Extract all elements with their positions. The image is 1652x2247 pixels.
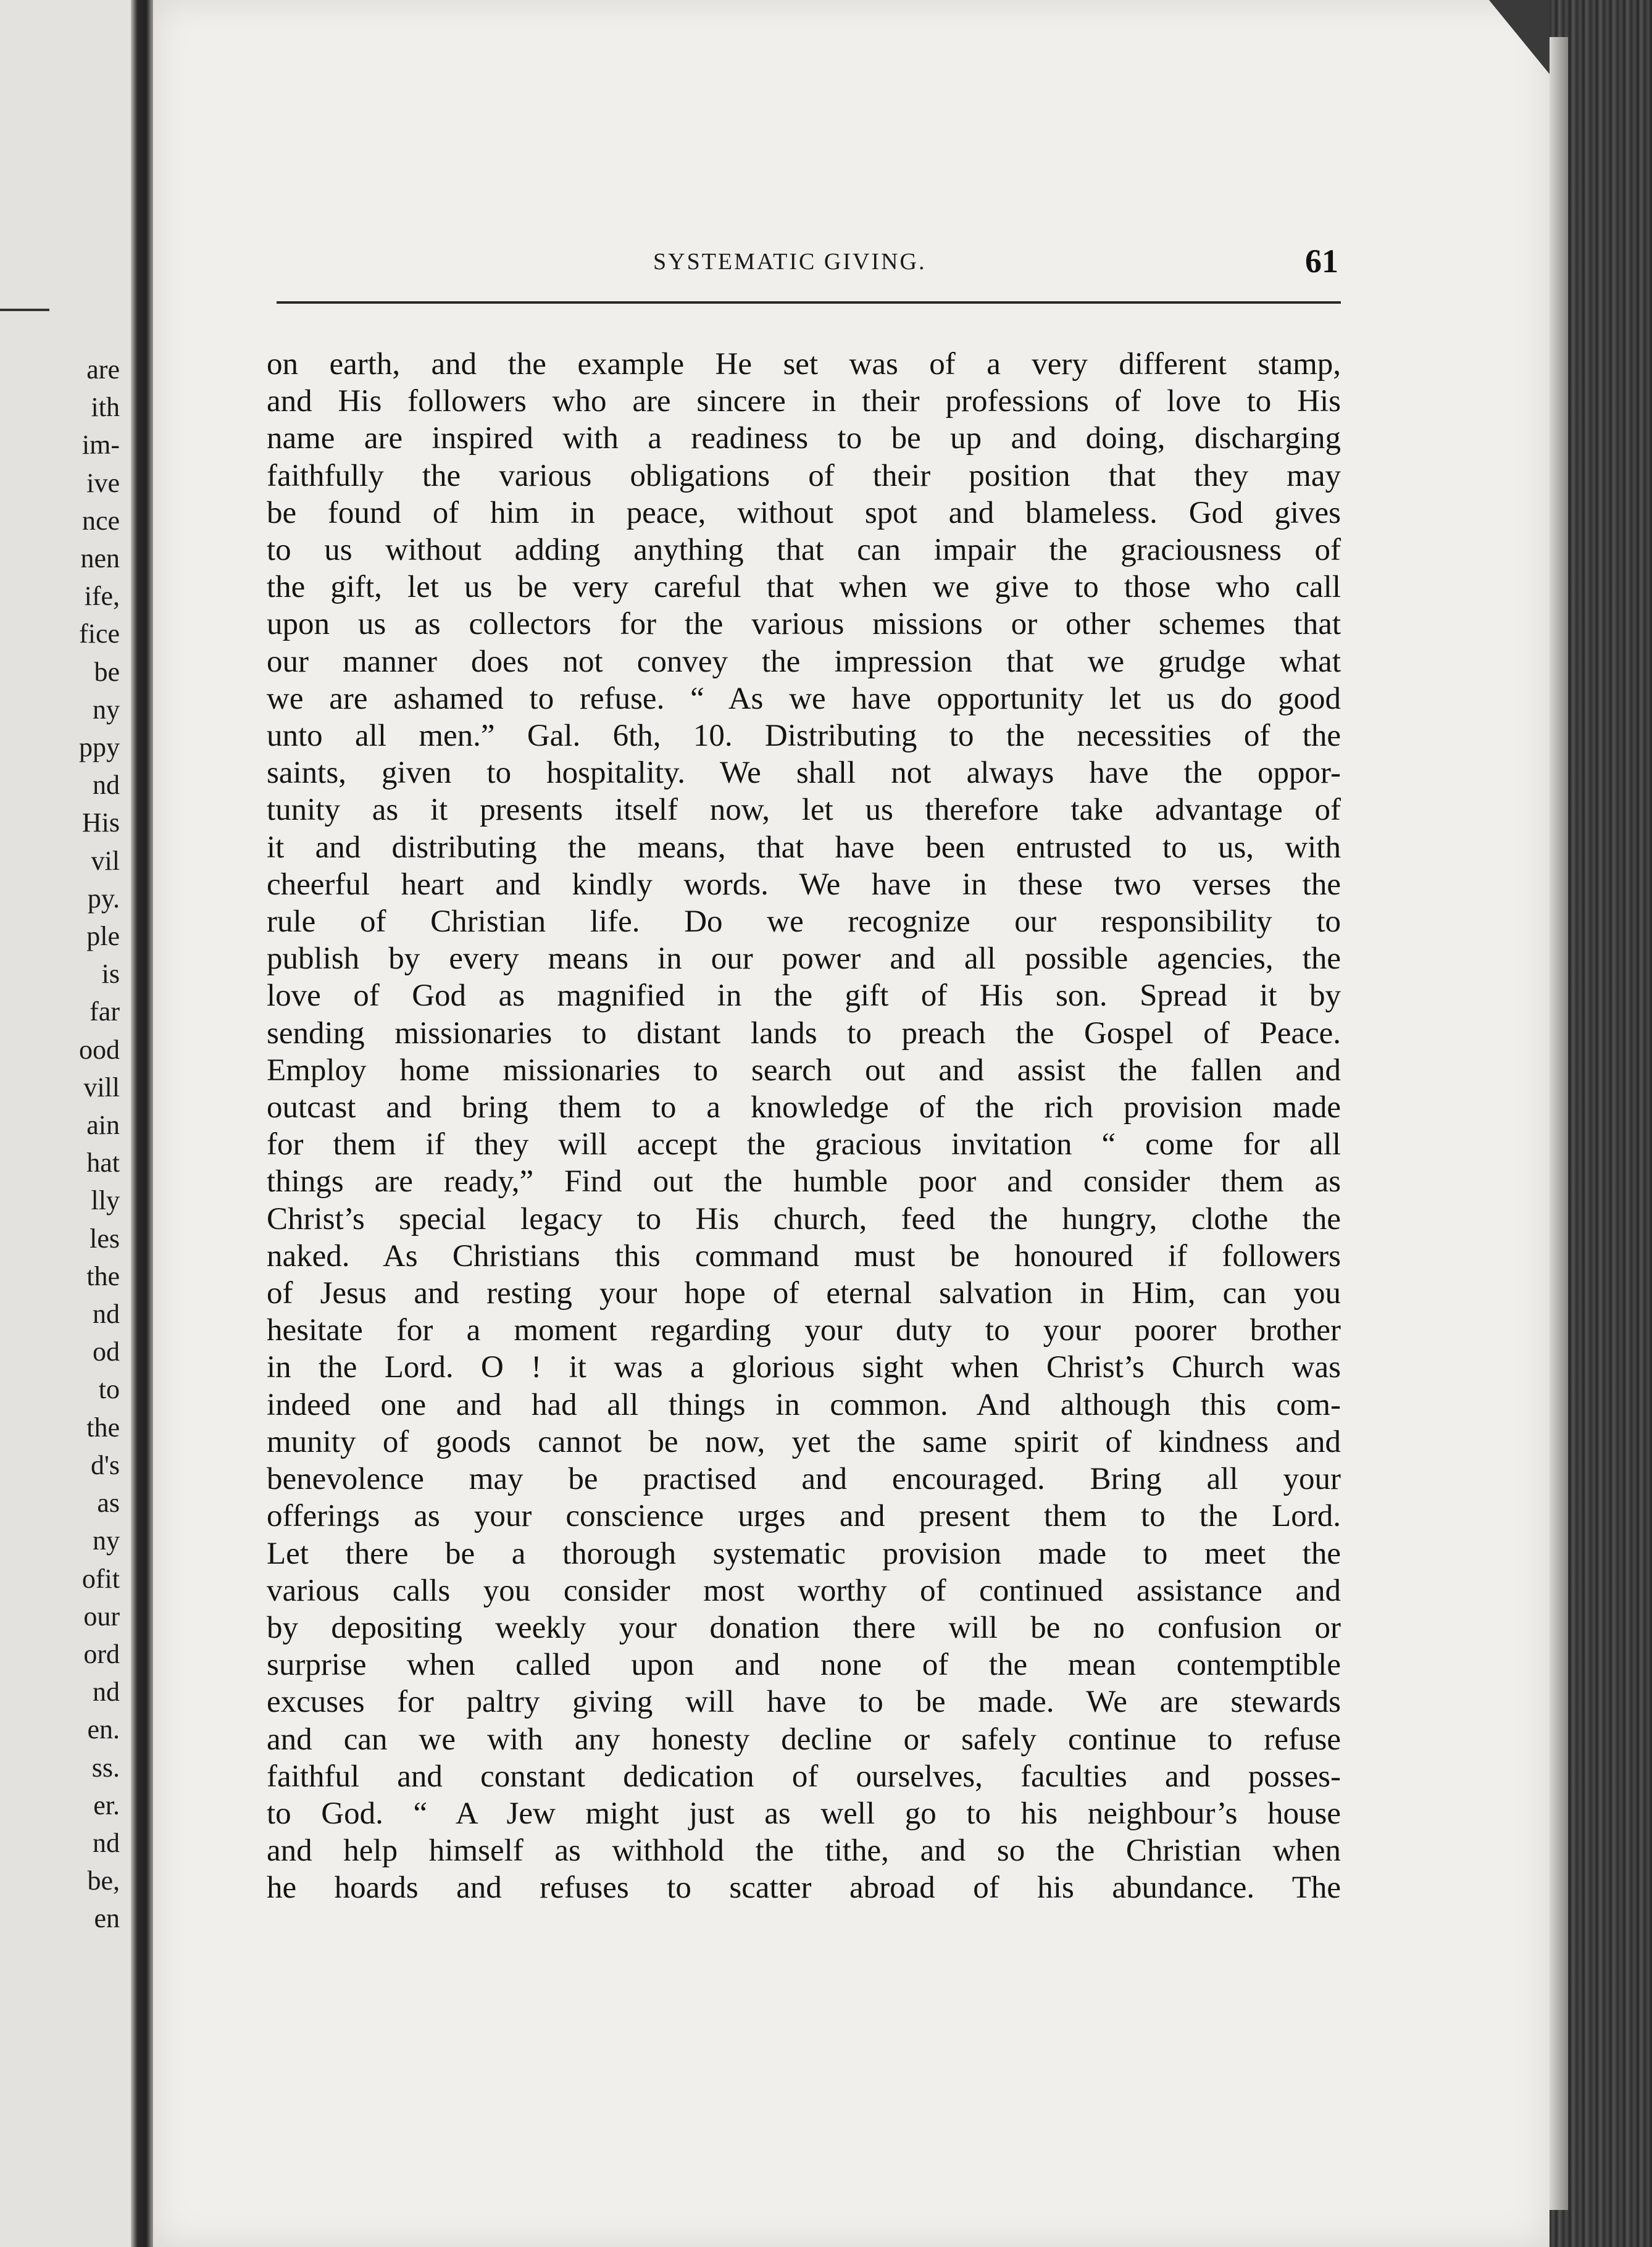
text-line: of Jesus and resting your hope of eternal salvation in Him, can you xyxy=(267,1276,1341,1311)
text-line: various calls you consider most worthy of continued assistance and xyxy=(267,1573,1341,1608)
left-page-fragment: be, xyxy=(87,1866,120,1896)
left-page-fragment: py. xyxy=(87,883,120,914)
text-line: upon us as collectors for the various missions or other schemes that xyxy=(267,607,1341,642)
left-page-fragment: ife, xyxy=(84,581,120,612)
text-line: excuses for paltry giving will have to be made. We are stewards xyxy=(267,1685,1341,1720)
left-page-fragment: nd xyxy=(93,1299,120,1330)
left-page-fragment: lly xyxy=(91,1185,120,1216)
page-number: 61 xyxy=(1305,243,1338,280)
left-adjacent-page xyxy=(0,0,131,2247)
left-page-fragment: ppy xyxy=(79,732,120,763)
text-line: sending missionaries to distant lands to preach the Gospel of Peace. xyxy=(267,1015,1341,1051)
text-line: tunity as it presents itself now, let us therefore take advantage of xyxy=(267,793,1341,828)
left-page-fragment: ny xyxy=(93,1525,120,1556)
left-page-fragment: nce xyxy=(81,505,120,536)
left-page-fragment: far xyxy=(90,996,120,1027)
text-line: indeed one and had all things in common. And although this com- xyxy=(267,1387,1341,1422)
book-gutter xyxy=(131,0,153,2247)
left-page-fragment: nd xyxy=(93,1677,120,1707)
left-page-fragments xyxy=(0,351,120,1938)
text-line: our manner does not convey the impression that we grudge what xyxy=(267,644,1341,679)
left-page-fragment: hat xyxy=(86,1148,120,1178)
head-rule xyxy=(277,301,1341,304)
left-page-fragment: vil xyxy=(91,845,120,876)
left-page-fragment: en. xyxy=(87,1714,120,1745)
left-page-fragment: ple xyxy=(86,921,120,952)
left-page-fragment: are xyxy=(86,354,120,385)
text-line: we are ashamed to refuse. “ As we have opportunity let us do good xyxy=(267,681,1341,716)
left-page-fragment: our xyxy=(83,1601,120,1632)
left-page-fragment: ny xyxy=(93,694,120,725)
left-page-fragment: ith xyxy=(91,392,120,423)
text-line: Let there be a thorough systematic provision made to meet the xyxy=(267,1536,1341,1571)
left-page-fragment: im- xyxy=(81,430,120,461)
left-page-fragment: ain xyxy=(86,1110,120,1141)
left-page-fragment: d's xyxy=(90,1449,120,1480)
left-page-fragment: the xyxy=(86,1261,120,1291)
text-line: and His followers who are sincere in their professions of love to His xyxy=(267,384,1341,419)
left-page-fragment: ood xyxy=(79,1034,120,1065)
text-line: Christ’s special legacy to His church, feed the hungry, clothe the xyxy=(267,1201,1341,1236)
text-line: cheerful heart and kindly words. We have in these two verses the xyxy=(267,867,1341,902)
text-line: hesitate for a moment regarding your duty to your poorer brother xyxy=(267,1313,1341,1348)
text-line: love of God as magnified in the gift of His son. Spread it by xyxy=(267,978,1341,1014)
page-corner xyxy=(1489,0,1550,74)
text-line: name are inspired with a readiness to be up and doing, discharging xyxy=(267,421,1341,456)
left-page-fragment: ive xyxy=(86,467,120,498)
text-line: it and distributing the means, that have been entrusted to us, with xyxy=(267,830,1341,865)
text-line: the gift, let us be very careful that when we give to those who call xyxy=(267,570,1341,605)
text-line: things are ready,” Find out the humble poor and consider them as xyxy=(267,1164,1341,1199)
text-line: surprise when called upon and none of the mean contemptible xyxy=(267,1648,1341,1683)
left-page-fragment: to xyxy=(98,1374,120,1405)
running-head xyxy=(277,244,1338,289)
body-text xyxy=(267,346,1341,1907)
text-line: to God. “ A Jew might just as well go to his neighbour’s house xyxy=(267,1796,1341,1831)
text-line: to us without adding anything that can impair the graciousness of xyxy=(267,533,1341,568)
running-head-title: SYSTEMATIC GIVING. xyxy=(653,249,927,275)
left-page-fragment: ss. xyxy=(91,1752,120,1783)
left-page-fragment: is xyxy=(101,959,120,990)
left-page-fragment: His xyxy=(81,807,120,838)
text-line: benevolence may be practised and encouraged. Bring all your xyxy=(267,1462,1341,1497)
text-line: naked. As Christians this command must be honoured if followers xyxy=(267,1238,1341,1274)
left-page-fragment: ofit xyxy=(81,1563,120,1594)
text-line: faithful and constant dedication of ourselves, faculties and posses- xyxy=(267,1759,1341,1794)
left-page-fragment: er. xyxy=(93,1790,120,1820)
text-line: be found of him in peace, without spot and blameless. God gives xyxy=(267,495,1341,530)
text-line: outcast and bring them to a knowledge of the rich provision made xyxy=(267,1090,1341,1125)
text-line: saints, given to hospitality. We shall not always have the oppor- xyxy=(267,756,1341,791)
left-page-fragment: the xyxy=(86,1412,120,1443)
text-line: offerings as your conscience urges and present them to the Lord. xyxy=(267,1499,1341,1534)
left-page-fragment: les xyxy=(90,1223,120,1254)
text-line: publish by every means in our power and all possible agencies, the xyxy=(267,941,1341,977)
text-line: he hoards and refuses to scatter abroad of his abundance. The xyxy=(267,1870,1341,1906)
text-line: for them if they will accept the gracious invitation “ come for all xyxy=(267,1127,1341,1162)
left-page-fragment: nd xyxy=(93,770,120,801)
left-page-fragment: ord xyxy=(83,1638,120,1669)
left-page-fragment: vill xyxy=(83,1072,120,1103)
left-page-fragment: nen xyxy=(80,543,120,574)
left-page-rule xyxy=(0,309,49,311)
text-line: faithfully the various obligations of their position that they may xyxy=(267,458,1341,493)
text-line: in the Lord. O ! it was a glorious sight when Christ’s Church was xyxy=(267,1350,1341,1385)
left-page-fragment: fice xyxy=(79,619,120,649)
left-page-fragment: nd xyxy=(93,1827,120,1858)
text-line: Employ home missionaries to search out and assist the fallen and xyxy=(267,1053,1341,1088)
text-line: munity of goods cannot be now, yet the same spirit of kindness and xyxy=(267,1424,1341,1459)
text-line: unto all men.” Gal. 6th, 10. Distributing to the necessities of the xyxy=(267,719,1341,754)
text-line: by depositing weekly your donation there will be no confusion or xyxy=(267,1610,1341,1645)
left-page-fragment: be xyxy=(94,656,120,687)
text-line: and help himself as withhold the tithe, and so the Christian when xyxy=(267,1833,1341,1869)
left-page-fragment: en xyxy=(94,1903,120,1934)
page-edge-shadow xyxy=(1550,37,1568,2210)
left-page-fragment: od xyxy=(93,1336,120,1367)
text-line: on earth, and the example He set was of a very different stamp, xyxy=(267,347,1341,381)
left-page-fragment: as xyxy=(97,1488,120,1519)
text-line: rule of Christian life. Do we recognize our responsibility to xyxy=(267,904,1341,940)
text-line: and can we with any honesty decline or safely continue to refuse xyxy=(267,1722,1341,1757)
